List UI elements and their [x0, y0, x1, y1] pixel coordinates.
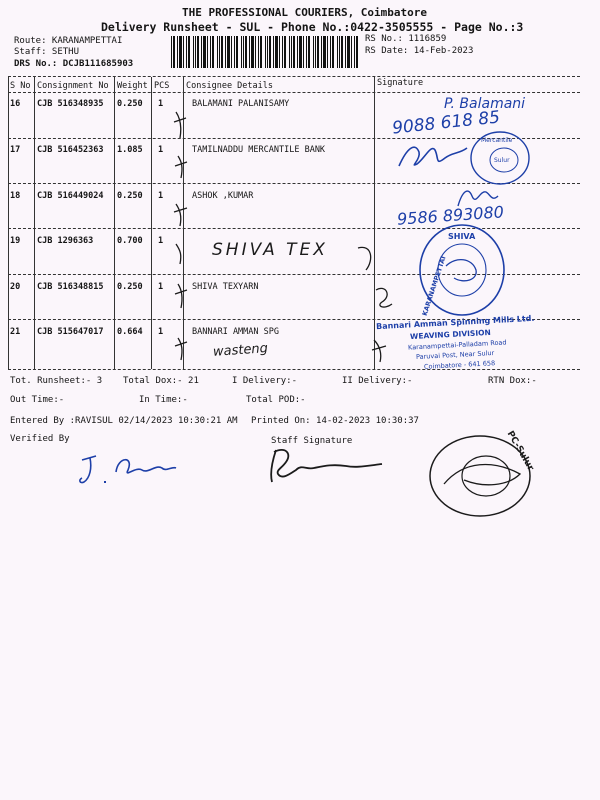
barcode-bar: [267, 36, 268, 68]
barcode-bar: [201, 36, 202, 68]
row-sno: 17: [10, 145, 21, 155]
row-weight: 0.250: [117, 282, 143, 292]
table-top-rule: [8, 76, 580, 77]
barcode-bar: [186, 36, 187, 68]
barcode-bar: [345, 36, 346, 68]
row-consignee: BALAMANI PALANISAMY: [192, 99, 290, 109]
stamp-text: Mercantile: [481, 137, 513, 144]
barcode-bar: [321, 36, 322, 68]
barcode-bar: [236, 36, 238, 68]
rs-number: RS No.: 1116859: [365, 34, 447, 44]
barcode-bar: [188, 36, 190, 68]
stamp-text: Coimbatore - 641 658: [423, 359, 496, 371]
barcode-bar: [260, 36, 262, 68]
row-consignment: CJB 516348815: [37, 282, 104, 292]
barcode-bar: [221, 36, 223, 68]
delivery-tick-marks: [170, 104, 210, 364]
barcode-bar: [217, 36, 218, 68]
barcode-bar: [293, 36, 295, 68]
table-bottom-rule: [8, 369, 580, 370]
barcode-bar: [179, 36, 182, 68]
barcode-bar: [219, 36, 220, 68]
row-weight: 0.700: [117, 236, 143, 246]
barcode-bar: [210, 36, 211, 68]
out-time: Out Time:-: [10, 395, 65, 405]
i-delivery: I Delivery:-: [232, 376, 298, 386]
row-pcs: 1: [158, 282, 164, 292]
col-divider: [34, 77, 35, 369]
entered-by: Entered By :RAVISUL 02/14/2023 10:30:21 AM: [10, 416, 238, 426]
barcode-bar: [265, 36, 266, 68]
barcode-bar: [251, 36, 254, 68]
staff-signature: [262, 440, 392, 490]
row-sno: 16: [10, 99, 21, 109]
row-consignee: SHIVA TEXYARN: [192, 282, 259, 292]
barcode-bar: [299, 36, 302, 68]
barcode-bar: [203, 36, 206, 68]
staff-label: Staff: SETHU: [14, 47, 80, 57]
rtn-dox: RTN Dox:-: [488, 376, 537, 386]
barcode-bar: [337, 36, 338, 68]
barcode-bar: [227, 36, 230, 68]
barcode-bar: [245, 36, 247, 68]
barcode-bar: [323, 36, 326, 68]
row-weight: 0.250: [117, 191, 143, 201]
stamp-text: Paruvai Post, Near Sulur: [415, 348, 495, 362]
stamp-text: Sulur: [494, 157, 510, 164]
barcode-bar: [197, 36, 199, 68]
barcode-bar: [284, 36, 286, 68]
stamp-text: Bannari Amman Spinning Mills Ltd.: [375, 313, 535, 332]
col-divider: [374, 77, 375, 369]
col-header-pcs: PCS: [154, 81, 170, 91]
company-title: THE PROFESSIONAL COURIERS, Coimbatore: [182, 6, 428, 19]
handwritten-mark: [352, 240, 412, 320]
row-pcs: 1: [158, 145, 164, 155]
barcode-bar: [177, 36, 178, 68]
col-divider: [114, 77, 115, 369]
handwritten-mark: [370, 336, 400, 366]
col-divider: [8, 77, 9, 369]
table-header-rule: [8, 92, 580, 93]
stamp-text: PC-Sulur: [504, 429, 536, 473]
row-consignee: ASHOK ,KUMAR: [192, 191, 254, 201]
handwritten-phone-number: 9088 618 85: [391, 107, 501, 139]
barcode-bar: [241, 36, 242, 68]
barcode-bar: [315, 36, 316, 68]
col-header-sno: S No: [10, 81, 31, 91]
barcode-bar: [308, 36, 310, 68]
row-consignee: BANNARI AMMAN SPG: [192, 327, 279, 337]
row-consignment: CJB 516452363: [37, 145, 104, 155]
barcode-bar: [303, 36, 304, 68]
barcode-bar: [273, 36, 274, 68]
col-divider: [151, 77, 152, 369]
barcode-bar: [279, 36, 280, 68]
stamp-text: SHIVA: [448, 232, 476, 241]
row-sno: 18: [10, 191, 21, 201]
handwritten-phone-number: 9586 893080: [396, 202, 505, 229]
row-pcs: 1: [158, 191, 164, 201]
row-consignment: CJB 515647017: [37, 327, 104, 337]
barcode-bar: [306, 36, 307, 68]
row-pcs: 1: [158, 236, 164, 246]
barcode-bar: [212, 36, 214, 68]
barcode-bar: [356, 36, 358, 68]
barcode-bar: [193, 36, 194, 68]
row-pcs: 1: [158, 99, 164, 109]
row-sno: 21: [10, 327, 21, 337]
handwritten-note: SHIVA TEX: [212, 240, 328, 260]
col-header-signature: Signature: [377, 78, 424, 88]
barcode-bar: [317, 36, 319, 68]
row-sno: 19: [10, 236, 21, 246]
col-header-weight: Weight: [117, 81, 148, 91]
barcode-bar: [249, 36, 250, 68]
row-consignment: CJB 1296363: [37, 236, 94, 246]
barcode-bar: [255, 36, 256, 68]
drs-number: DRS No.: DCJB111685903: [14, 59, 134, 69]
handwritten-signature-name: P. Balamani: [444, 96, 526, 112]
barcode-bar: [347, 36, 350, 68]
total-dox: Total Dox:- 21: [123, 376, 199, 386]
barcode-bar: [243, 36, 244, 68]
barcode-bar: [330, 36, 331, 68]
total-pod: Total POD:-: [246, 395, 306, 405]
verifier-signature: [76, 446, 186, 490]
barcode-bar: [258, 36, 259, 68]
in-time: In Time:-: [139, 395, 188, 405]
barcode-bar: [313, 36, 314, 68]
row-sno: 20: [10, 282, 21, 292]
barcode-bar: [351, 36, 352, 68]
barcode-bar: [225, 36, 226, 68]
row-consignment: CJB 516449024: [37, 191, 104, 201]
barcode-bar: [341, 36, 343, 68]
barcode-bar: [231, 36, 232, 68]
printed-on: Printed On: 14-02-2023 10:30:37: [251, 416, 419, 426]
barcode-bar: [234, 36, 235, 68]
row-pcs: 1: [158, 327, 164, 337]
barcode-bar: [282, 36, 283, 68]
barcode-bar: [207, 36, 208, 68]
runsheet-title: Delivery Runsheet - SUL - Phone No.:0422-3505555 - Page No.:3: [101, 20, 524, 34]
barcode-bar: [354, 36, 355, 68]
barcode-bar: [332, 36, 334, 68]
barcode-bar: [289, 36, 290, 68]
barcode: [171, 36, 359, 70]
row-consignee: TAMILNADDU MERCANTILE BANK: [192, 145, 326, 155]
barcode-bar: [275, 36, 278, 68]
verified-by-label: Verified By: [10, 434, 70, 444]
barcode-bar: [291, 36, 292, 68]
rs-date: RS Date: 14-Feb-2023: [365, 46, 474, 56]
barcode-bar: [183, 36, 184, 68]
ii-delivery: II Delivery:-: [342, 376, 413, 386]
stamp-text: KARANAMPETTAI: [420, 255, 448, 317]
col-header-consignment: Consignment No: [37, 81, 109, 91]
total-runsheet: Tot. Runsheet:- 3: [10, 376, 103, 386]
staff-signature-label: Staff Signature: [271, 436, 353, 446]
barcode-bar: [297, 36, 298, 68]
row-consignment: CJB 516348935: [37, 99, 104, 109]
route-label: Route: KARANAMPETTAI: [14, 36, 123, 46]
col-header-consignee: Consignee Details: [186, 81, 273, 91]
handwritten-note: wasteng: [212, 341, 269, 360]
stamp-text: Karanampettai-Palladam Road: [407, 338, 507, 352]
barcode-bar: [269, 36, 271, 68]
handwritten-signature: [395, 136, 475, 178]
barcode-bar: [195, 36, 196, 68]
row-weight: 0.664: [117, 327, 143, 337]
barcode-bar: [171, 36, 172, 68]
barcode-bar: [327, 36, 328, 68]
barcode-bar: [173, 36, 175, 68]
row-weight: 0.250: [117, 99, 143, 109]
barcode-bar: [339, 36, 340, 68]
row-weight: 1.085: [117, 145, 143, 155]
stamp-text: WEAVING DIVISION: [409, 327, 491, 342]
